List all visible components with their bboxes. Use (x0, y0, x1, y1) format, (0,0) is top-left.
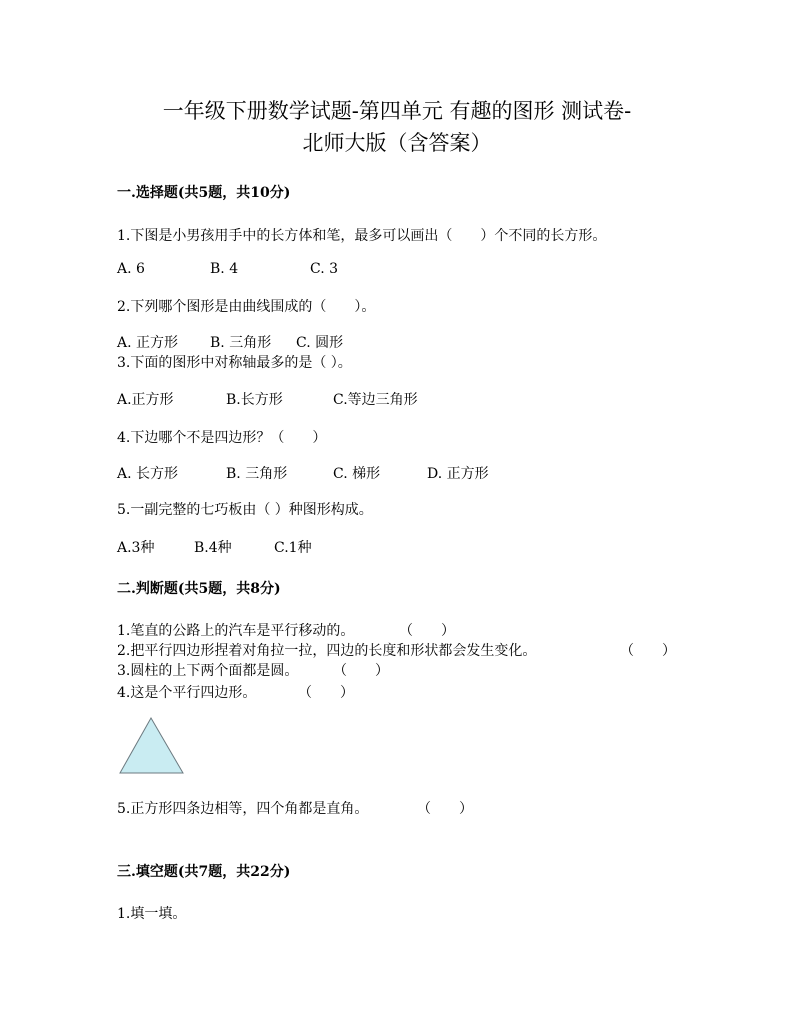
s1-question-3: 3.下面的图形中对称轴最多的是（ ）。 (117, 355, 352, 371)
s1-q1-option-b: B. 4 (210, 261, 239, 277)
section-3-heading: 三.填空题(共7题，共22分) (117, 864, 291, 880)
s1-q3-option-b: B.长方形 (226, 392, 283, 408)
s2-q2-answer-bracket: （ ） (620, 643, 676, 659)
s2-question-4: 4.这是个平行四边形。 (117, 685, 257, 701)
triangle-figure (118, 716, 186, 776)
s1-q4-option-c: C. 梯形 (333, 466, 381, 482)
s1-q1-option-c: C. 3 (310, 261, 339, 277)
s2-q4-answer-bracket: （ ） (298, 685, 354, 701)
s1-q4-option-a: A. 长方形 (117, 466, 179, 482)
s1-q2-option-c: C. 圆形 (296, 335, 344, 351)
s1-question-5: 5.一副完整的七巧板由（ ）种图形构成。 (117, 502, 373, 518)
s2-question-2: 2.把平行四边形捏着对角拉一拉，四边的长度和形状都会发生变化。 (117, 643, 537, 659)
s1-q3-option-c: C.等边三角形 (333, 392, 418, 408)
s1-q2-option-a: A. 正方形 (117, 335, 179, 351)
s2-question-1: 1.笔直的公路上的汽车是平行移动的。 (117, 623, 355, 639)
s2-question-5: 5.正方形四条边相等，四个角都是直角。 (117, 801, 369, 817)
s1-q4-option-b: B. 三角形 (226, 466, 288, 482)
s3-question-1: 1.填一填。 (117, 906, 187, 922)
section-1-heading: 一.选择题(共5题，共10分) (117, 185, 291, 201)
s2-q1-answer-bracket: （ ） (399, 623, 455, 639)
s1-q5-option-c: C.1种 (274, 540, 312, 556)
s1-question-1: 1.下图是小男孩用手中的长方体和笔，最多可以画出（ ）个不同的长方形。 (117, 228, 607, 244)
triangle-shape (120, 718, 183, 773)
s1-q1-option-a: A. 6 (117, 261, 145, 277)
title-line-1: 一年级下册数学试题-第四单元 有趣的图形 测试卷- (162, 99, 632, 123)
s1-q4-option-d: D. 正方形 (427, 466, 489, 482)
s1-q3-option-a: A.正方形 (117, 392, 174, 408)
s1-q5-option-b: B.4种 (194, 540, 232, 556)
s2-q5-answer-bracket: （ ） (417, 801, 473, 817)
section-2-heading: 二.判断题(共5题，共8分) (117, 581, 281, 597)
s2-q3-answer-bracket: （ ） (333, 663, 389, 679)
s1-q5-option-a: A.3种 (117, 540, 155, 556)
title-line-2: 北师大版（含答案） (302, 131, 492, 155)
s1-q2-option-b: B. 三角形 (210, 335, 272, 351)
s1-question-2: 2.下列哪个图形是由曲线围成的（ ）。 (117, 299, 376, 315)
s1-question-4: 4.下边哪个不是四边形？（ ） (117, 430, 327, 446)
s2-question-3: 3.圆柱的上下两个面都是圆。 (117, 663, 299, 679)
